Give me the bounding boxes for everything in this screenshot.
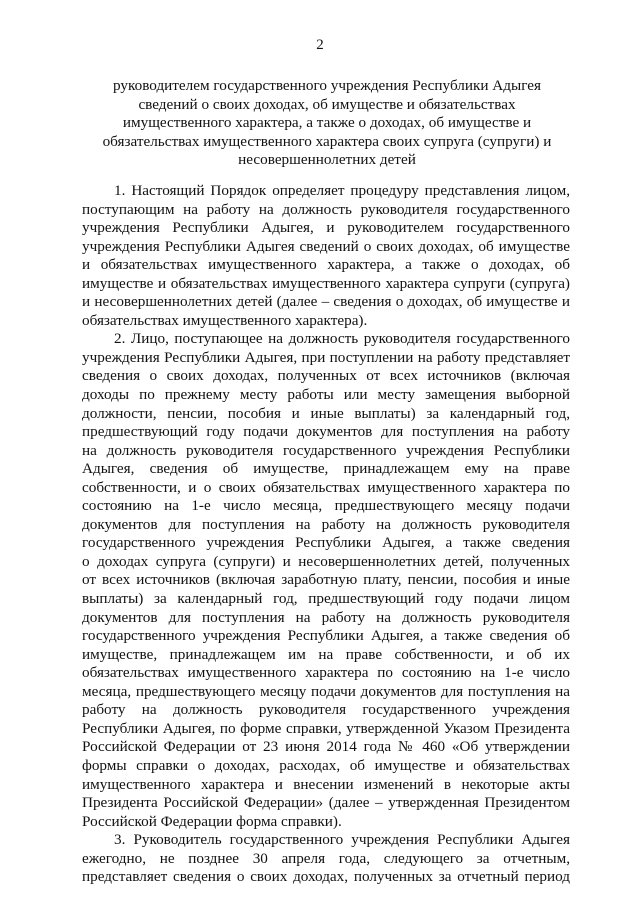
- paragraph-line: Адыгея, сведения об имуществе, принадлежащем ему на праве: [82, 460, 570, 478]
- paragraph-line: месяца, предшествующего месяцу подачи документов для поступления на: [82, 682, 570, 700]
- paragraph-line: 2. Лицо, поступающее на должность руководителя государственного: [114, 330, 570, 348]
- paragraph-2: [82, 330, 570, 831]
- paragraph-line: о доходах супруга (супруги) и несовершеннолетних детей, полученных: [82, 552, 570, 570]
- paragraph-line: документов для поступления на работу на должность руководителя: [82, 608, 570, 626]
- paragraph-line: обязательствах имущественного характера по состоянию на 1-е число: [82, 664, 570, 682]
- paragraph-line: на должность руководителя государственного учреждения Республики: [82, 441, 570, 459]
- document-heading: [92, 77, 562, 170]
- paragraph-line: 1. Настоящий Порядок определяет процедуру представления лицом,: [114, 182, 570, 199]
- heading-line: руководителем государственного учреждения Республики Адыгея: [113, 77, 541, 94]
- paragraph-line: предшествующий году подачи документов для поступления на работу: [82, 423, 570, 441]
- page-number: 2: [316, 37, 324, 53]
- paragraph-line: имущественного характера и внесении изменений в некоторые акты: [82, 775, 570, 793]
- paragraph-line: и несовершеннолетних детей (далее – сведения о доходах, об имуществе и: [82, 293, 570, 311]
- paragraph-line: Республики Адыгея, по форме справки, утвержденной Указом Президента: [82, 719, 570, 737]
- paragraph-3: [82, 831, 570, 887]
- paragraph-line: учреждения Республики Адыгея, и руководителем государственного: [82, 219, 570, 237]
- paragraph-line: государственного учреждения Республики Адыгея, а также сведения об: [82, 627, 570, 645]
- paragraph-line: доходы по прежнему месту работы или месту замещения выборной: [82, 386, 570, 404]
- heading-line: сведений о своих доходах, об имуществе и обязательствах: [138, 95, 516, 113]
- heading-line: несовершеннолетних детей: [238, 151, 416, 169]
- paragraph-line: поступающим на работу на должность руководителя государственного: [82, 200, 570, 218]
- paragraph-line: Российской Федерации форма справки).: [82, 812, 342, 830]
- paragraph-line: имуществе и обязательствах имущественного характера супруги (супруга): [82, 274, 570, 292]
- paragraph-line: ежегодно, не позднее 30 апреля года, следующего за отчетным,: [82, 849, 570, 867]
- paragraph-line: состоянию на 1-е число месяца, предшествующего месяцу подачи: [82, 497, 570, 515]
- paragraph-line: работу на должность руководителя государственного учреждения: [82, 701, 570, 719]
- paragraph-line: сведения о своих доходах, полученных от всех источников (включая: [82, 367, 570, 385]
- paragraph-line: учреждения Республики Адыгея, при поступлении на работу представляет: [82, 348, 570, 366]
- paragraph-line: учреждения Республики Адыгея сведений о своих доходах, об имуществе: [82, 237, 570, 255]
- paragraph-line: должности, пенсии, пособия и иные выплаты) за календарный год,: [82, 404, 570, 422]
- paragraph-line: 3. Руководитель государственного учреждения Республики Адыгея: [114, 831, 570, 849]
- heading-line: имущественного характера, а также о доходах, об имуществе и: [122, 114, 532, 132]
- document-body: [82, 182, 570, 887]
- paragraph-line: формы справки о доходах, расходах, об имуществе и обязательствах: [82, 756, 570, 774]
- paragraph-line: от всех источников (включая заработную плату, пенсии, пособия и иные: [82, 571, 570, 589]
- paragraph-line: Президента Российской Федерации» (далее – утвержденная Президентом: [82, 794, 570, 812]
- paragraph-line: выплаты) за календарный год, предшествующий году подачи лицом: [82, 590, 570, 608]
- paragraph-line: документов для поступления на работу на должность руководителя: [82, 515, 570, 533]
- paragraph-1: [82, 182, 570, 330]
- paragraph-line: собственности, и о своих обязательствах имущественного характера по: [82, 478, 570, 496]
- paragraph-line: и обязательствах имущественного характера, а также о доходах, об: [82, 256, 570, 274]
- paragraph-line: обязательствах имущественного характера).: [82, 311, 368, 329]
- paragraph-line: Российской Федерации от 23 июня 2014 года № 460 «Об утверждении: [82, 738, 570, 756]
- paragraph-line: представляет сведения о своих доходах, полученных за отчетный период: [82, 868, 570, 886]
- paragraph-line: имуществе, принадлежащем им на праве собственности, и об их: [82, 645, 570, 663]
- paragraph-line: государственного учреждения Республики Адыгея, а также сведения: [82, 534, 570, 552]
- heading-line: обязательствах имущественного характера своих супруга (супруги) и: [102, 132, 552, 150]
